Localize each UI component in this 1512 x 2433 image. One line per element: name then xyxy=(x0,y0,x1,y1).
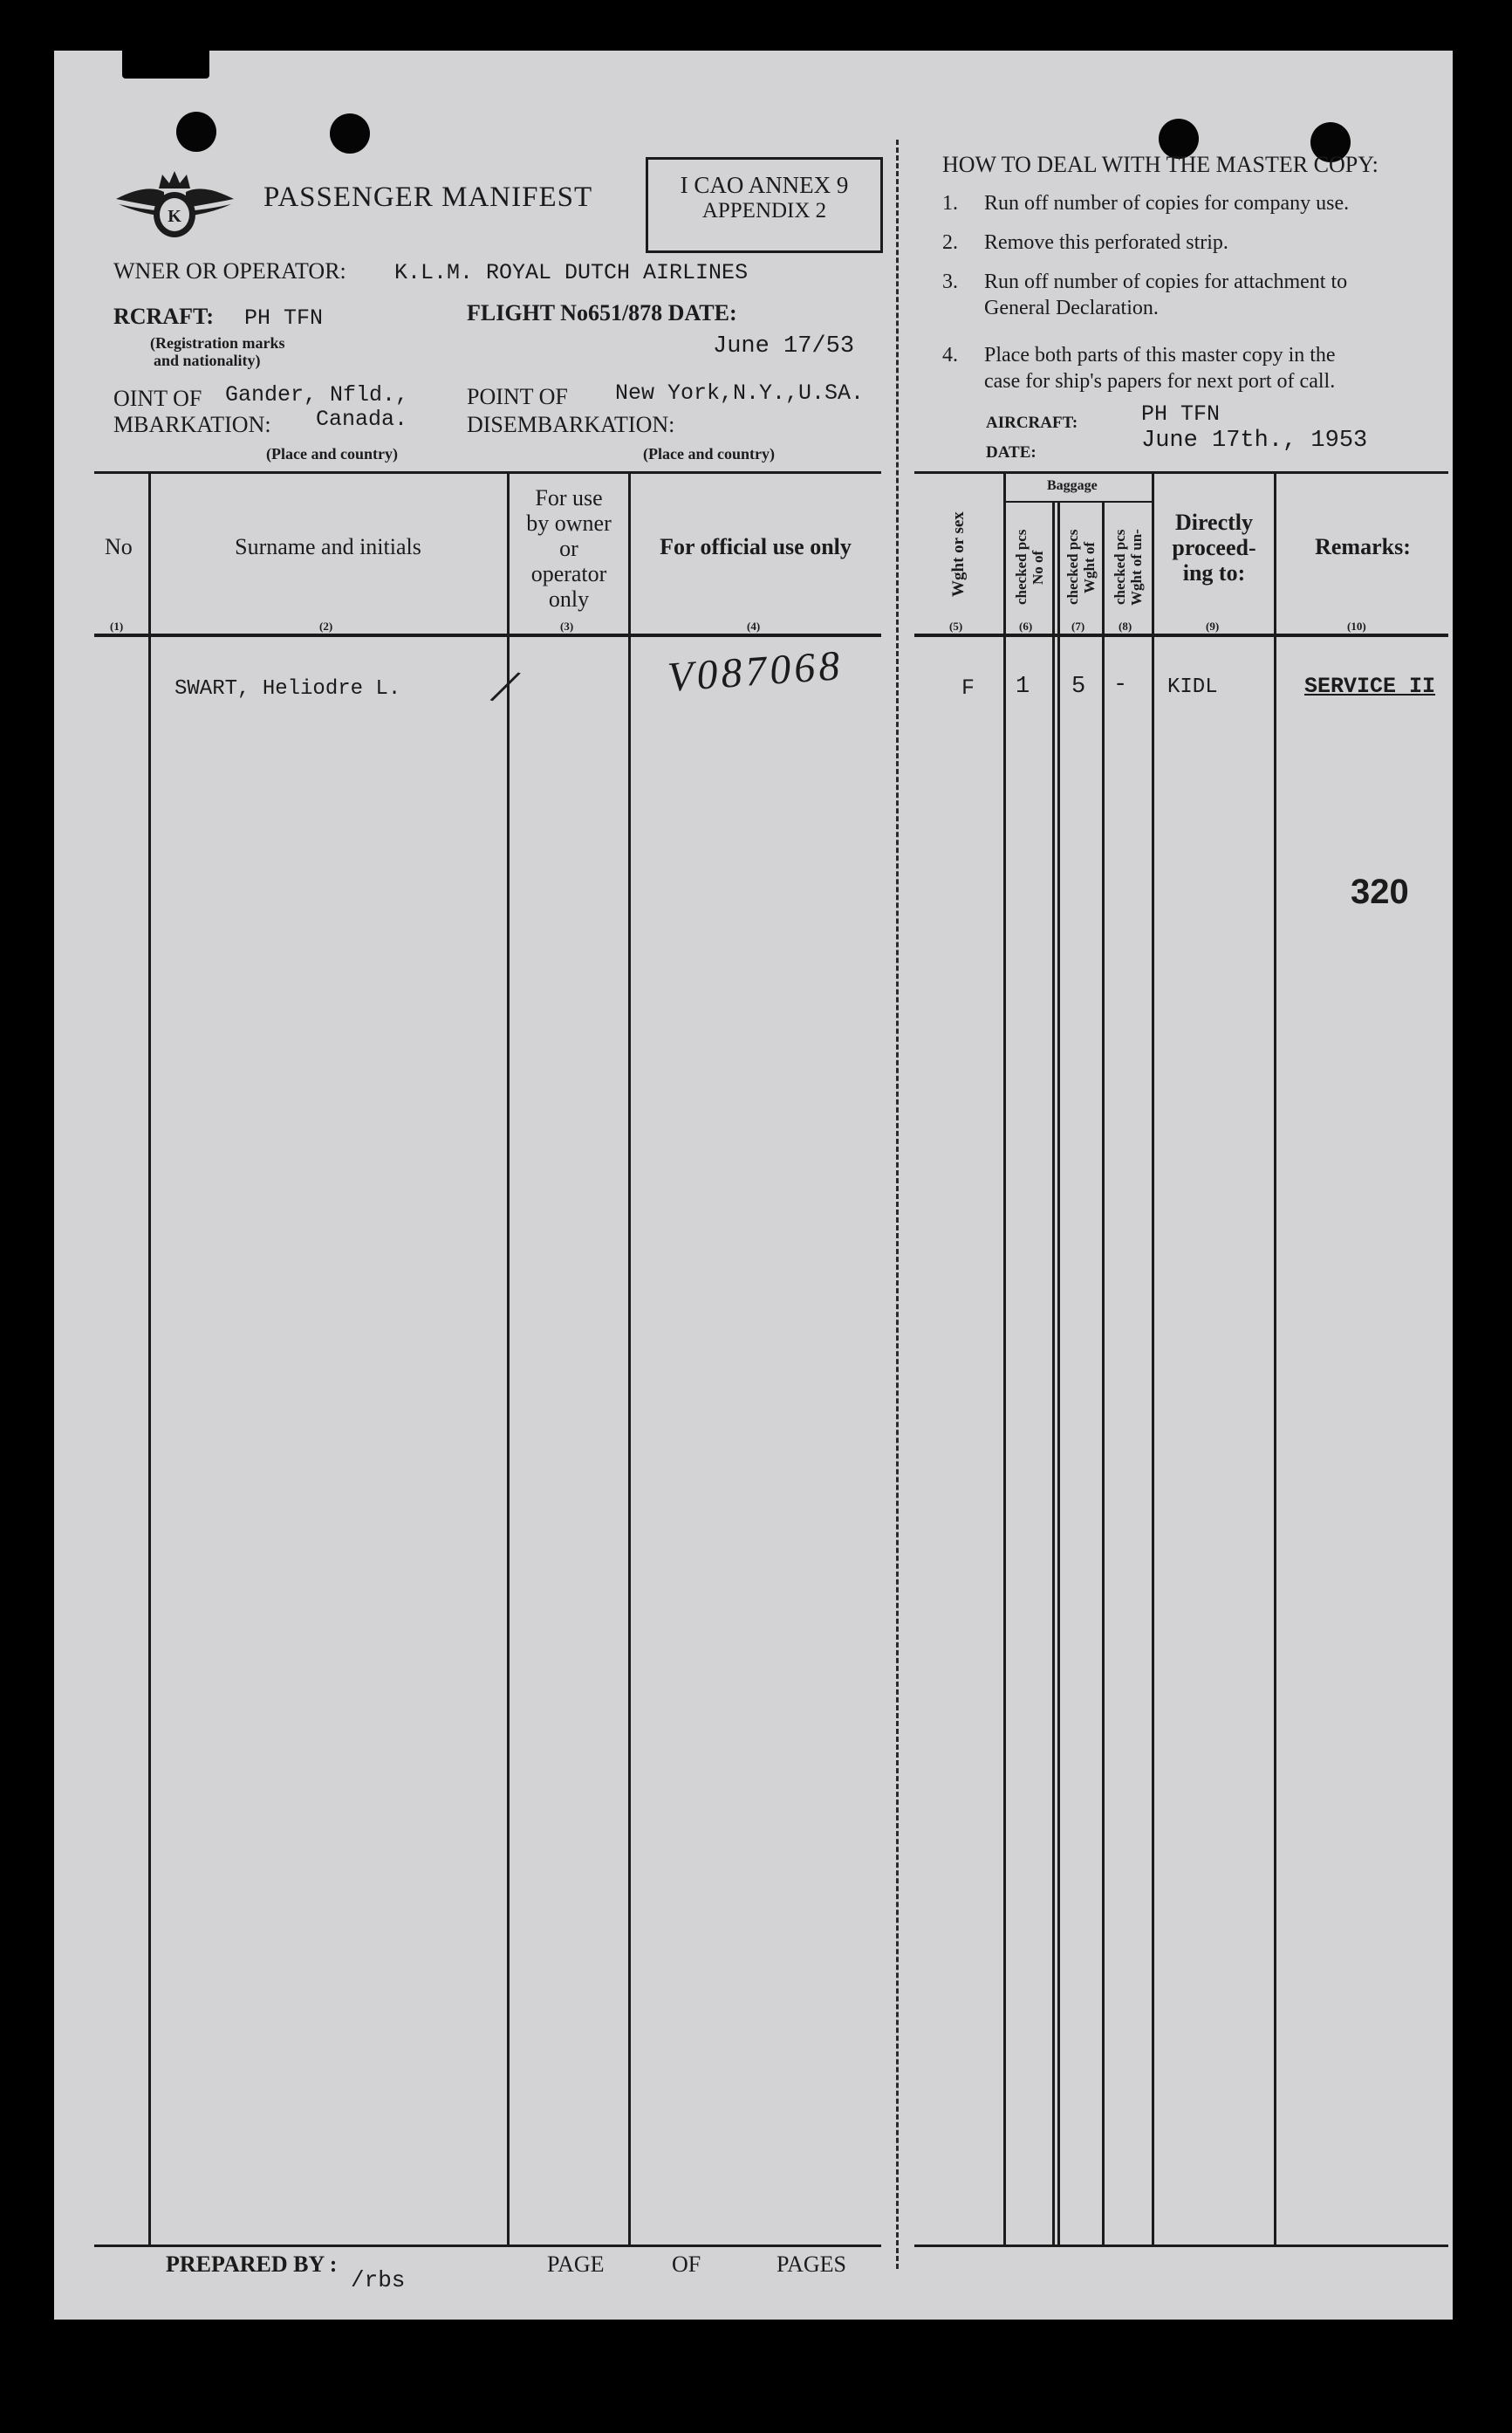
owner-use-line-3: or xyxy=(559,536,578,561)
col-head-no-checked xyxy=(1007,506,1052,628)
col-num-7: (7) xyxy=(1071,620,1085,633)
col-divider-7 xyxy=(1102,503,1105,2246)
punch-hole xyxy=(330,113,370,154)
col-divider-5 xyxy=(1003,471,1006,2246)
instruction-4a: Place both parts of this master copy in the xyxy=(984,344,1336,367)
row-destination: KIDL xyxy=(1167,675,1218,699)
table-top-rule-right xyxy=(914,471,1448,474)
baggage-rule xyxy=(1003,501,1153,503)
owner-use-line-4: operator xyxy=(530,561,607,586)
col-divider-3 xyxy=(628,471,631,2246)
col-head-no: No xyxy=(105,534,133,559)
col-head-wght-checked xyxy=(1060,506,1102,628)
row-sex: F xyxy=(961,675,975,701)
instruction-num-3: 3. xyxy=(942,271,958,293)
col-head-wght-unchecked xyxy=(1105,506,1152,628)
directly-line-3: ing to: xyxy=(1182,560,1246,586)
instr-date-label: DATE: xyxy=(986,443,1037,462)
annex-line-1: I CAO ANNEX 9 xyxy=(680,172,849,198)
instruction-3a: Run off number of copies for attachment to xyxy=(984,271,1348,293)
page-number-stamp: 320 xyxy=(1351,873,1409,911)
annex-line-2: APPENDIX 2 xyxy=(701,199,827,223)
col-head-owner-use xyxy=(510,485,628,612)
col-num-4: (4) xyxy=(747,620,761,633)
footer-page-label: PAGE xyxy=(547,2251,605,2277)
flight-label: FLIGHT No651/878 DATE: xyxy=(467,300,737,326)
aircraft-value: PH TFN xyxy=(244,305,324,331)
col-num-9: (9) xyxy=(1206,620,1220,633)
table-top-rule-left xyxy=(94,471,881,474)
black-tab xyxy=(122,44,209,79)
footer-pages-label: PAGES xyxy=(777,2251,846,2277)
col-num-8: (8) xyxy=(1119,620,1132,633)
wght-unchecked-line-1: Wght of un- xyxy=(1128,529,1145,606)
klm-crown-logo-icon xyxy=(112,164,238,243)
col-head-directly xyxy=(1154,510,1274,586)
wght-checked-line-2: checked pcs xyxy=(1064,529,1081,606)
instruction-4b: case for ship's papers for next port of call. xyxy=(984,370,1336,393)
form-title: PASSENGER MANIFEST xyxy=(263,182,593,213)
owner-label: WNER OR OPERATOR: xyxy=(113,258,346,284)
row-wght-unchecked: - xyxy=(1113,672,1128,698)
col-head-weight-sex: Wght or sex xyxy=(949,511,968,597)
directly-line-1: Directly xyxy=(1174,510,1254,535)
col-num-6: (6) xyxy=(1019,620,1033,633)
col-num-2: (2) xyxy=(319,620,333,633)
disembark-label-1: POINT OF xyxy=(467,384,568,409)
prepared-by-label: PREPARED BY : xyxy=(166,2251,338,2277)
row-wght-checked: 5 xyxy=(1071,674,1086,700)
svg-text:K: K xyxy=(168,207,181,226)
instr-date-value: June 17th., 1953 xyxy=(1141,428,1368,454)
punch-hole xyxy=(176,112,216,152)
col-num-5: (5) xyxy=(949,620,963,633)
embark-label-1: OINT OF xyxy=(113,386,202,411)
perforation-line xyxy=(896,140,899,2269)
instr-aircraft-label: AIRCRAFT: xyxy=(986,414,1078,432)
col-divider-2 xyxy=(507,471,510,2246)
col-divider-6b xyxy=(1057,503,1060,2246)
col-head-baggage: Baggage xyxy=(1047,478,1098,493)
flight-date: June 17/53 xyxy=(713,333,855,360)
instruction-1: Run off number of copies for company use. xyxy=(984,192,1350,215)
owner-use-line-1: For use xyxy=(535,485,603,511)
col-head-remarks: Remarks: xyxy=(1315,534,1411,559)
aircraft-note-2: and nationality) xyxy=(154,352,261,369)
col-divider-1 xyxy=(148,471,151,2246)
directly-line-2: proceed- xyxy=(1172,535,1256,560)
aircraft-label: RCRAFT: xyxy=(113,304,215,329)
owner-use-line-2: by owner xyxy=(526,511,612,536)
col-head-official: For official use only xyxy=(660,534,852,559)
owner-value: K.L.M. ROYAL DUTCH AIRLINES xyxy=(394,260,749,285)
header-bottom-rule-left xyxy=(94,634,881,637)
disembark-place-note: (Place and country) xyxy=(643,445,775,463)
owner-use-line-5: only xyxy=(548,586,590,612)
col-num-3: (3) xyxy=(560,620,574,633)
instr-aircraft-value: PH TFN xyxy=(1141,401,1221,427)
row-owner-mark: / xyxy=(489,656,521,716)
embark-label-2: MBARKATION: xyxy=(113,412,271,437)
col-num-10: (10) xyxy=(1347,620,1366,633)
instructions-heading: HOW TO DEAL WITH THE MASTER COPY: xyxy=(942,152,1379,177)
embark-value-1: Gander, Nfld., xyxy=(225,382,409,408)
embark-value-2: Canada. xyxy=(316,407,408,432)
instruction-num-1: 1. xyxy=(942,192,958,215)
col-divider-6 xyxy=(1052,503,1055,2246)
embark-place-note: (Place and country) xyxy=(266,445,398,463)
wght-unchecked-line-2: checked pcs xyxy=(1112,529,1128,606)
footer-of-label: OF xyxy=(672,2251,701,2277)
aircraft-note-1: (Registration marks xyxy=(150,334,285,352)
table-bottom-rule-left xyxy=(94,2245,881,2247)
header-bottom-rule-right xyxy=(914,634,1448,637)
row-official-number: V087068 xyxy=(666,642,845,701)
no-checked-line-2: checked pcs xyxy=(1013,529,1030,606)
col-head-surname: Surname and initials xyxy=(235,534,421,559)
col-divider-9 xyxy=(1274,471,1276,2246)
instruction-num-4: 4. xyxy=(942,344,958,367)
instruction-3b: General Declaration. xyxy=(984,297,1159,319)
row-remarks: SERVICE II xyxy=(1304,674,1436,699)
col-divider-8 xyxy=(1152,471,1154,2246)
row-no-checked: 1 xyxy=(1016,674,1030,700)
instruction-2: Remove this perforated strip. xyxy=(984,231,1228,254)
icao-annex-box xyxy=(646,157,883,253)
row-surname: SWART, Heliodre L. xyxy=(174,677,401,701)
disembark-label-2: DISEMBARKATION: xyxy=(467,412,675,437)
instruction-num-2: 2. xyxy=(942,231,958,254)
no-checked-line-1: No of xyxy=(1030,550,1046,585)
col-num-1: (1) xyxy=(110,620,124,633)
prepared-by-value: /rbs xyxy=(351,2267,406,2293)
wght-checked-line-1: Wght of xyxy=(1081,541,1098,593)
table-bottom-rule-right xyxy=(914,2245,1448,2247)
disembark-value: New York,N.Y.,U.SA. xyxy=(615,380,865,406)
